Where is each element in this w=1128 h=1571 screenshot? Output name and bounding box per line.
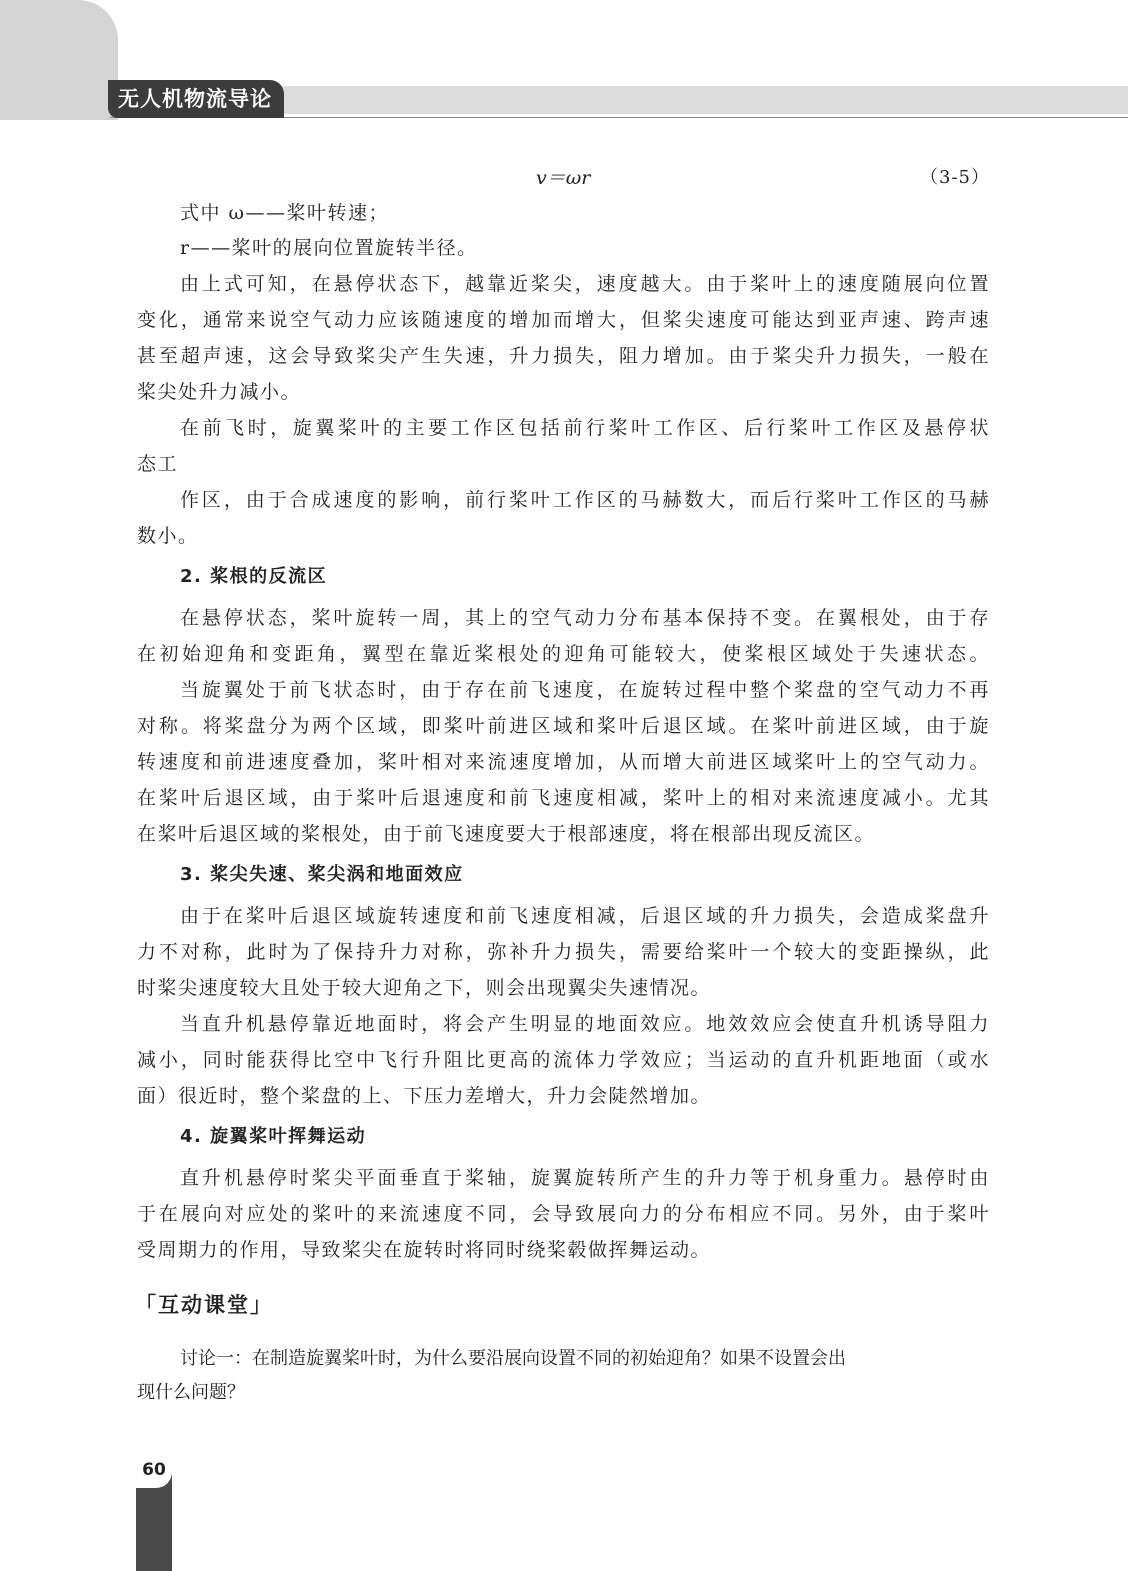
paragraph-line: 数小。	[137, 525, 199, 547]
section-heading: 2. 桨根的反流区	[180, 566, 328, 587]
paragraph-line: 态工	[137, 453, 179, 475]
section-heading: 3. 桨尖失速、桨尖涡和地面效应	[180, 864, 464, 885]
paragraph-line: 转速度和前进速度叠加，桨叶相对来流速度增加，从而增大前进区域桨叶上的空气动力。	[137, 751, 990, 773]
paragraph-line: 当直升机悬停靠近地面时，将会产生明显的地面效应。地效效应会使直升机诱导阻力	[180, 1013, 990, 1035]
paragraph-line: 直升机悬停时桨尖平面垂直于桨轴，旋翼旋转所产生的升力等于机身重力。悬停时由	[180, 1167, 990, 1189]
paragraph-line: 作区，由于合成速度的影响，前行桨叶工作区的马赫数大，而后行桨叶工作区的马赫	[180, 489, 990, 511]
paragraph-line: 减小，同时能获得比空中飞行升阻比更高的流体力学效应；当运动的直升机距地面（或水	[137, 1049, 990, 1071]
interactive-classroom-title: 「互动课堂」	[135, 1293, 273, 1317]
paragraph-line: 在桨叶后退区域，由于桨叶后退速度和前飞速度相减，桨叶上的相对来流速度减小。尤其	[137, 787, 990, 809]
paragraph-line: 在初始迎角和变距角，翼型在靠近桨根处的迎角可能较大，使桨根区域处于失速状态。	[137, 643, 990, 665]
paragraph-line: 由上式可知，在悬停状态下，越靠近桨尖，速度越大。由于桨叶上的速度随展向位置	[180, 273, 990, 295]
paragraph-line: 于在展向对应处的桨叶的来流速度不同，会导致展向力的分布相应不同。另外，由于桨叶	[137, 1203, 990, 1225]
definition-line: r——桨叶的展向位置旋转半径。	[180, 237, 478, 259]
book-title: 无人机物流导论	[108, 80, 284, 118]
definition-line: 式中 ω——桨叶转速；	[180, 202, 390, 224]
paragraph-line: 时桨尖速度较大且处于较大迎角之下，则会出现翼尖失速情况。	[137, 977, 712, 999]
formula-expression: v＝ωr	[536, 167, 591, 189]
paragraph-line: 甚至超声速，这会导致桨尖产生失速，升力损失，阻力增加。由于桨尖升力损失，一般在	[137, 345, 990, 367]
paragraph-line: 面）很近时，整个桨盘的上、下压力差增大，升力会陡然增加。	[137, 1085, 712, 1107]
paragraph-line: 在桨叶后退区域的桨根处，由于前飞速度要大于根部速度，将在根部出现反流区。	[137, 823, 876, 845]
formula-number: （3-5）	[920, 167, 990, 188]
discussion-line: 现什么问题？	[137, 1382, 245, 1403]
paragraph-line: 在悬停状态，桨叶旋转一周，其上的空气动力分布基本保持不变。在翼根处，由于存	[180, 607, 990, 629]
section-heading: 4. 旋翼桨叶挥舞运动	[180, 1126, 367, 1147]
paragraph-line: 由于在桨叶后退区域旋转速度和前飞速度相减，后退区域的升力损失，会造成桨盘升	[180, 905, 990, 927]
paragraph-line: 变化，通常来说空气动力应该随速度的增加而增大，但桨尖速度可能达到亚声速、跨声速	[137, 309, 990, 331]
header-corner-tab	[0, 0, 118, 120]
paragraph-line: 当旋翼处于前飞状态时，由于存在前飞速度，在旋转过程中整个桨盘的空气动力不再	[180, 679, 990, 701]
page-number: 60	[136, 1456, 172, 1488]
discussion-line: 讨论一：在制造旋翼桨叶时，为什么要沿展向设置不同的初始迎角？如果不设置会出	[180, 1348, 846, 1369]
paragraph-line: 在前飞时，旋翼桨叶的主要工作区包括前行桨叶工作区、后行桨叶工作区及悬停状	[180, 417, 990, 439]
paragraph-line: 桨尖处升力减小。	[137, 381, 302, 403]
paragraph-line: 受周期力的作用，导致桨尖在旋转时将同时绕桨毂做挥舞运动。	[137, 1239, 712, 1261]
paragraph-line: 力不对称，此时为了保持升力对称，弥补升力损失，需要给桨叶一个较大的变距操纵，此	[137, 941, 990, 963]
paragraph-line: 对称。将桨盘分为两个区域，即桨叶前进区域和桨叶后退区域。在桨叶前进区域，由于旋	[137, 715, 990, 737]
